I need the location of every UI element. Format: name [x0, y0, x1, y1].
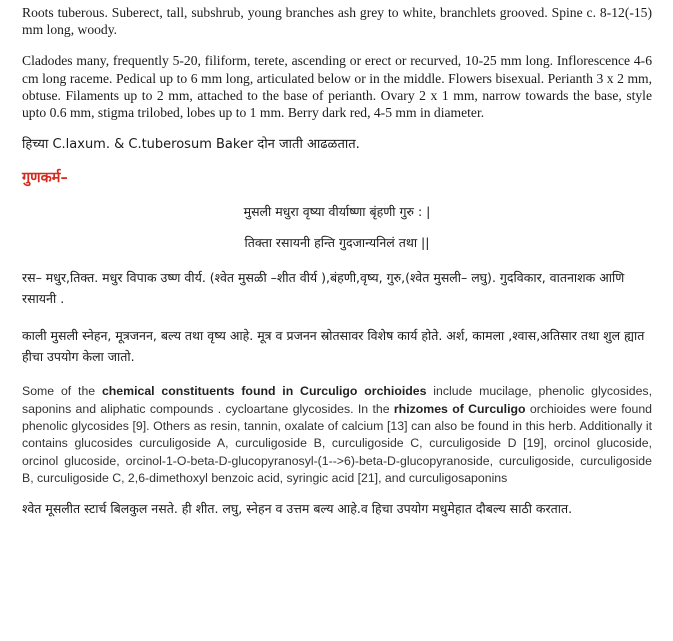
description-paragraph-1: Roots tuberous. Suberect, tall, subshrub, young branches ash grey to white, branchlets grooved. Spine c. 8-12(-15) mm long, woody. — [22, 5, 652, 38]
verse-line-2: तिक्ता रसायनी हन्ति गुदजान्यनिलं तथा || — [244, 235, 430, 251]
shweta-musali-paragraph: श्वेत मूसलीत स्टार्च बिलकुल नसते. ही शीत. लघु, स्नेहन व उत्तम बल्य आहे.व हिचा उपयोग मधुमेहात दौबल्य साठी करतात. — [22, 500, 573, 516]
chem-bold-1: chemical constituents found in Curculigo orchioides — [101, 384, 427, 399]
rasa-paragraph: रस– मधुर,तिक्त. मधुर विपाक उष्ण वीर्य. (श्वेत मुसळी –शीत वीर्य ),बंहणी,वृष्य, गुरु,(श्वेत मुसली– लघु). गुदविकार, वातनाशक आणि रसायनी . — [22, 270, 625, 307]
section-heading: गुणकर्म– — [22, 170, 68, 187]
chemical-constituents-paragraph — [22, 383, 652, 487]
document-page — [22, 4, 652, 519]
chem-bold-2: rhizomes of Curculigo — [393, 401, 526, 416]
chem-text-2: include mucilage, phenolic glycosides, saponins and aliphatic compounds . cycloartane glycosides. In the — [22, 384, 652, 416]
verse-line-1: मुसली मधुरा वृष्या वीर्याष्णा बृंहणी गुरु : | — [243, 204, 431, 220]
chem-text-1: Some of the — [22, 384, 102, 399]
description-paragraph-2: Cladodes many, frequently 5-20, filiform, terete, ascending or erect or recurved, 10-25 mm long. Inflorescence 4-6 cm long raceme. Pedical up to 6 mm long, articulated below or in the middle. Flowers bisexual. Perianth 3 x 2 mm, obtuse. Filaments up to 2 mm, attached to the base of perianth. Ovary 2 x 1 mm, narrow towards the base, style upto 0.6 mm, stigma trilobed, lobes up to 1 mm. Berry dark red, 4-5 mm in diameter. — [22, 53, 652, 121]
chem-text-3: orchioides were found phenolic glycosides [9]. Others as resin, tannin, oxalate of calcium [13] can also be found in this herb. Additionally it contains glucosides curculigoside A, curculigoside B, curculigoside C, curculigoside D [19], orcinol glucoside, orcinol glucoside, orcinol-1-O-beta-D-glucopyranosyl-(1-->6)-beta-D-glucopyranoside, curculigoside, curculigoside B, curculigoside C, 2,6-dimethoxyl benzoic acid, syringic acid [21], and curculigosaponins — [22, 401, 652, 486]
species-line: हिच्या C.laxum. & C.tuberosum Baker दोन जाती आढळतात. — [22, 137, 360, 153]
kali-musali-paragraph: काली मुसली स्नेहन, मूत्रजनन, बल्य तथा वृष्य आहे. मूत्र व प्रजनन स्रोतसावर विशेष कार्य होते. अर्श, कामला ,श्वास,अतिसार तथा शुल ह्यात हीचा उपयोग केला जातो. — [22, 328, 645, 365]
